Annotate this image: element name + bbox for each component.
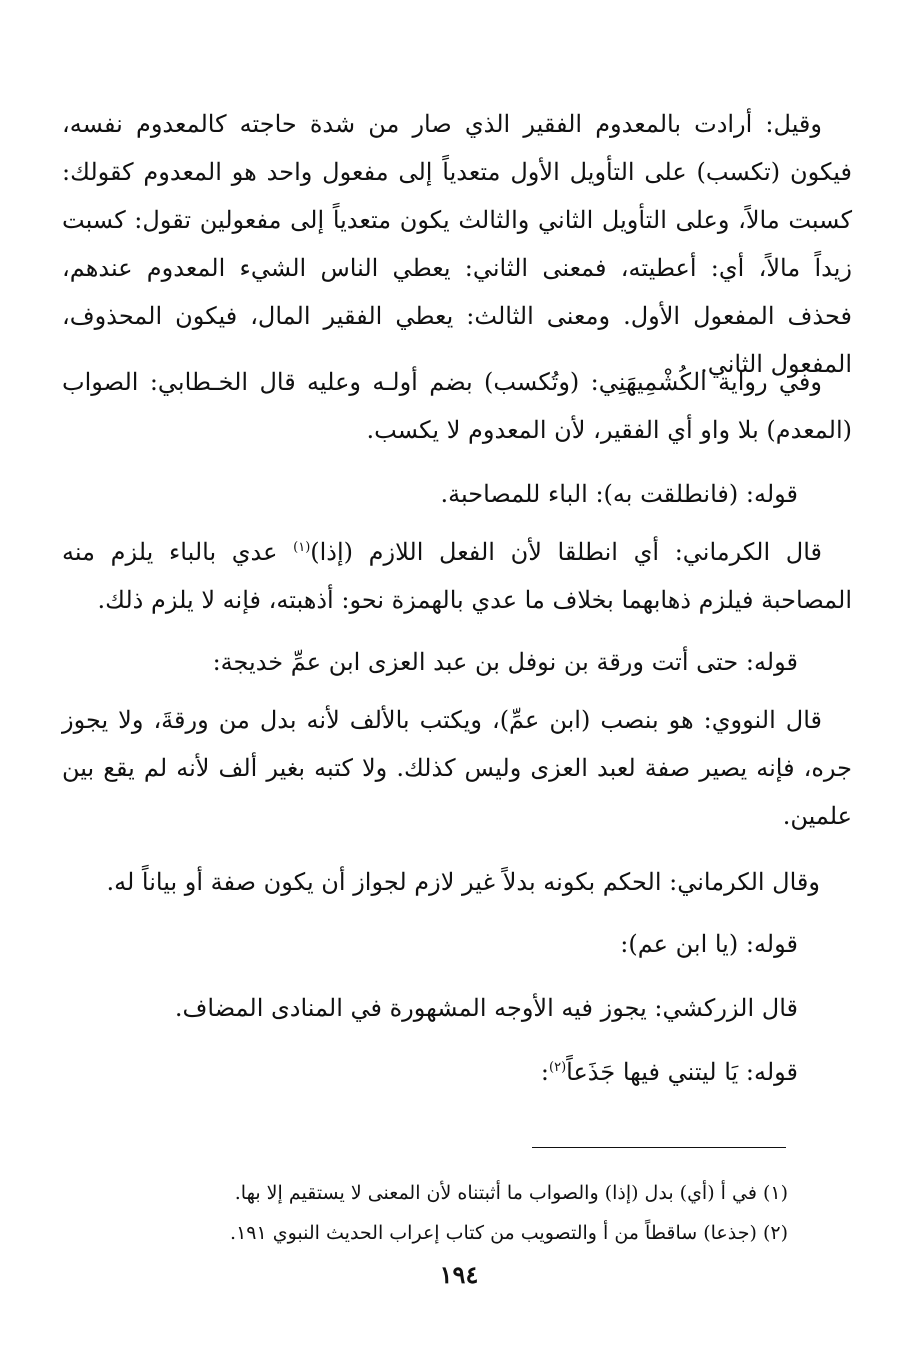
paragraph-1: وقيل: أرادت بالمعدوم الفقير الذي صار من شدة حاجته كالمعدوم نفسه، فيكون (تكسب) على التأويل الأول متعدياً إلى مفعول واحد هو المعدوم كقولك: كسبت مالاً، وعلى التأويل الثاني والثالث يكون متعدياً إلى مفعولين تقول: كسبت زيداً مالاً، أي: أعطيته، فمعنى الثاني: يعطي الناس الشيء المعدوم عندهم، فحذف المفعول الأول. ومعنى الثالث: يعطي الفقير المال، فيكون المحذوف، المفعول الثاني. [62,110,853,378]
paragraph-6: قال النووي: هو بنصب (ابن عمِّ)، ويكتب بالألف لأنه بدل من ورقةَ، ولا يجوز جره، فإنه يصير صفة لعبد العزى وليس كذلك. ولا كتبه بغير ألف لأنه لم يقع بين علمين. [62,706,853,830]
paragraph-7: وقال الكرماني: الحكم بكونه بدلاً غير لازم لجواز أن يكون صفة أو بياناً له. [106,868,820,896]
paragraph-5: قوله: حتى أتت ورقة بن نوفل بن عبد العزى ابن عمِّ خديجة: [212,648,798,676]
paragraph-10 [541,1048,798,1096]
footnote-ref-2: (٢) [549,1060,567,1075]
paragraph-10-text-b: : [540,1058,550,1086]
footnote-1: (١) في أ (أي) بدل (إذا) والصواب ما أثبتناه لأن المعنى لا يستقيم إلا بها. [234,1182,788,1204]
paragraph-4-text-b: عدي بالباء يلزم منه المصاحبة فيلزم ذهابهما بخلاف ما عدي بالهمزة نحو: أذهبته، فإنه لا يلزم ذلك. [62,538,852,614]
footnote-separator [532,1147,786,1148]
paragraph-4-text-a: قال الكرماني: أي انطلقا لأن الفعل اللازم (إذا) [310,538,822,566]
paragraph-10-text-a: قوله: يَا ليتني فيها جَذَعاً [566,1058,798,1086]
footnote-2: (٢) (جذعا) ساقطاً من أ والتصويب من كتاب إعراب الحديث النبوي ١٩١. [230,1222,788,1244]
paragraph-9: قال الزركشي: يجوز فيه الأوجه المشهورة في المنادى المضاف. [174,994,798,1022]
footnote-ref-1: (١) [293,540,311,555]
paragraph-8: قوله: (يا ابن عم): [620,930,798,958]
page-number: ١٩٤ [439,1260,479,1289]
paragraph-2: وفي رواية الكُشْمِيهَنِي: (وتُكسب) بضم أولـه وعليه قال الخـطابي: الصواب (المعدم) بلا واو أي الفقير، لأن المعدوم لا يكسب. [62,368,852,444]
paragraph-4 [62,528,852,624]
paragraph-3: قوله: (فانطلقت به): الباء للمصاحبة. [440,480,798,508]
